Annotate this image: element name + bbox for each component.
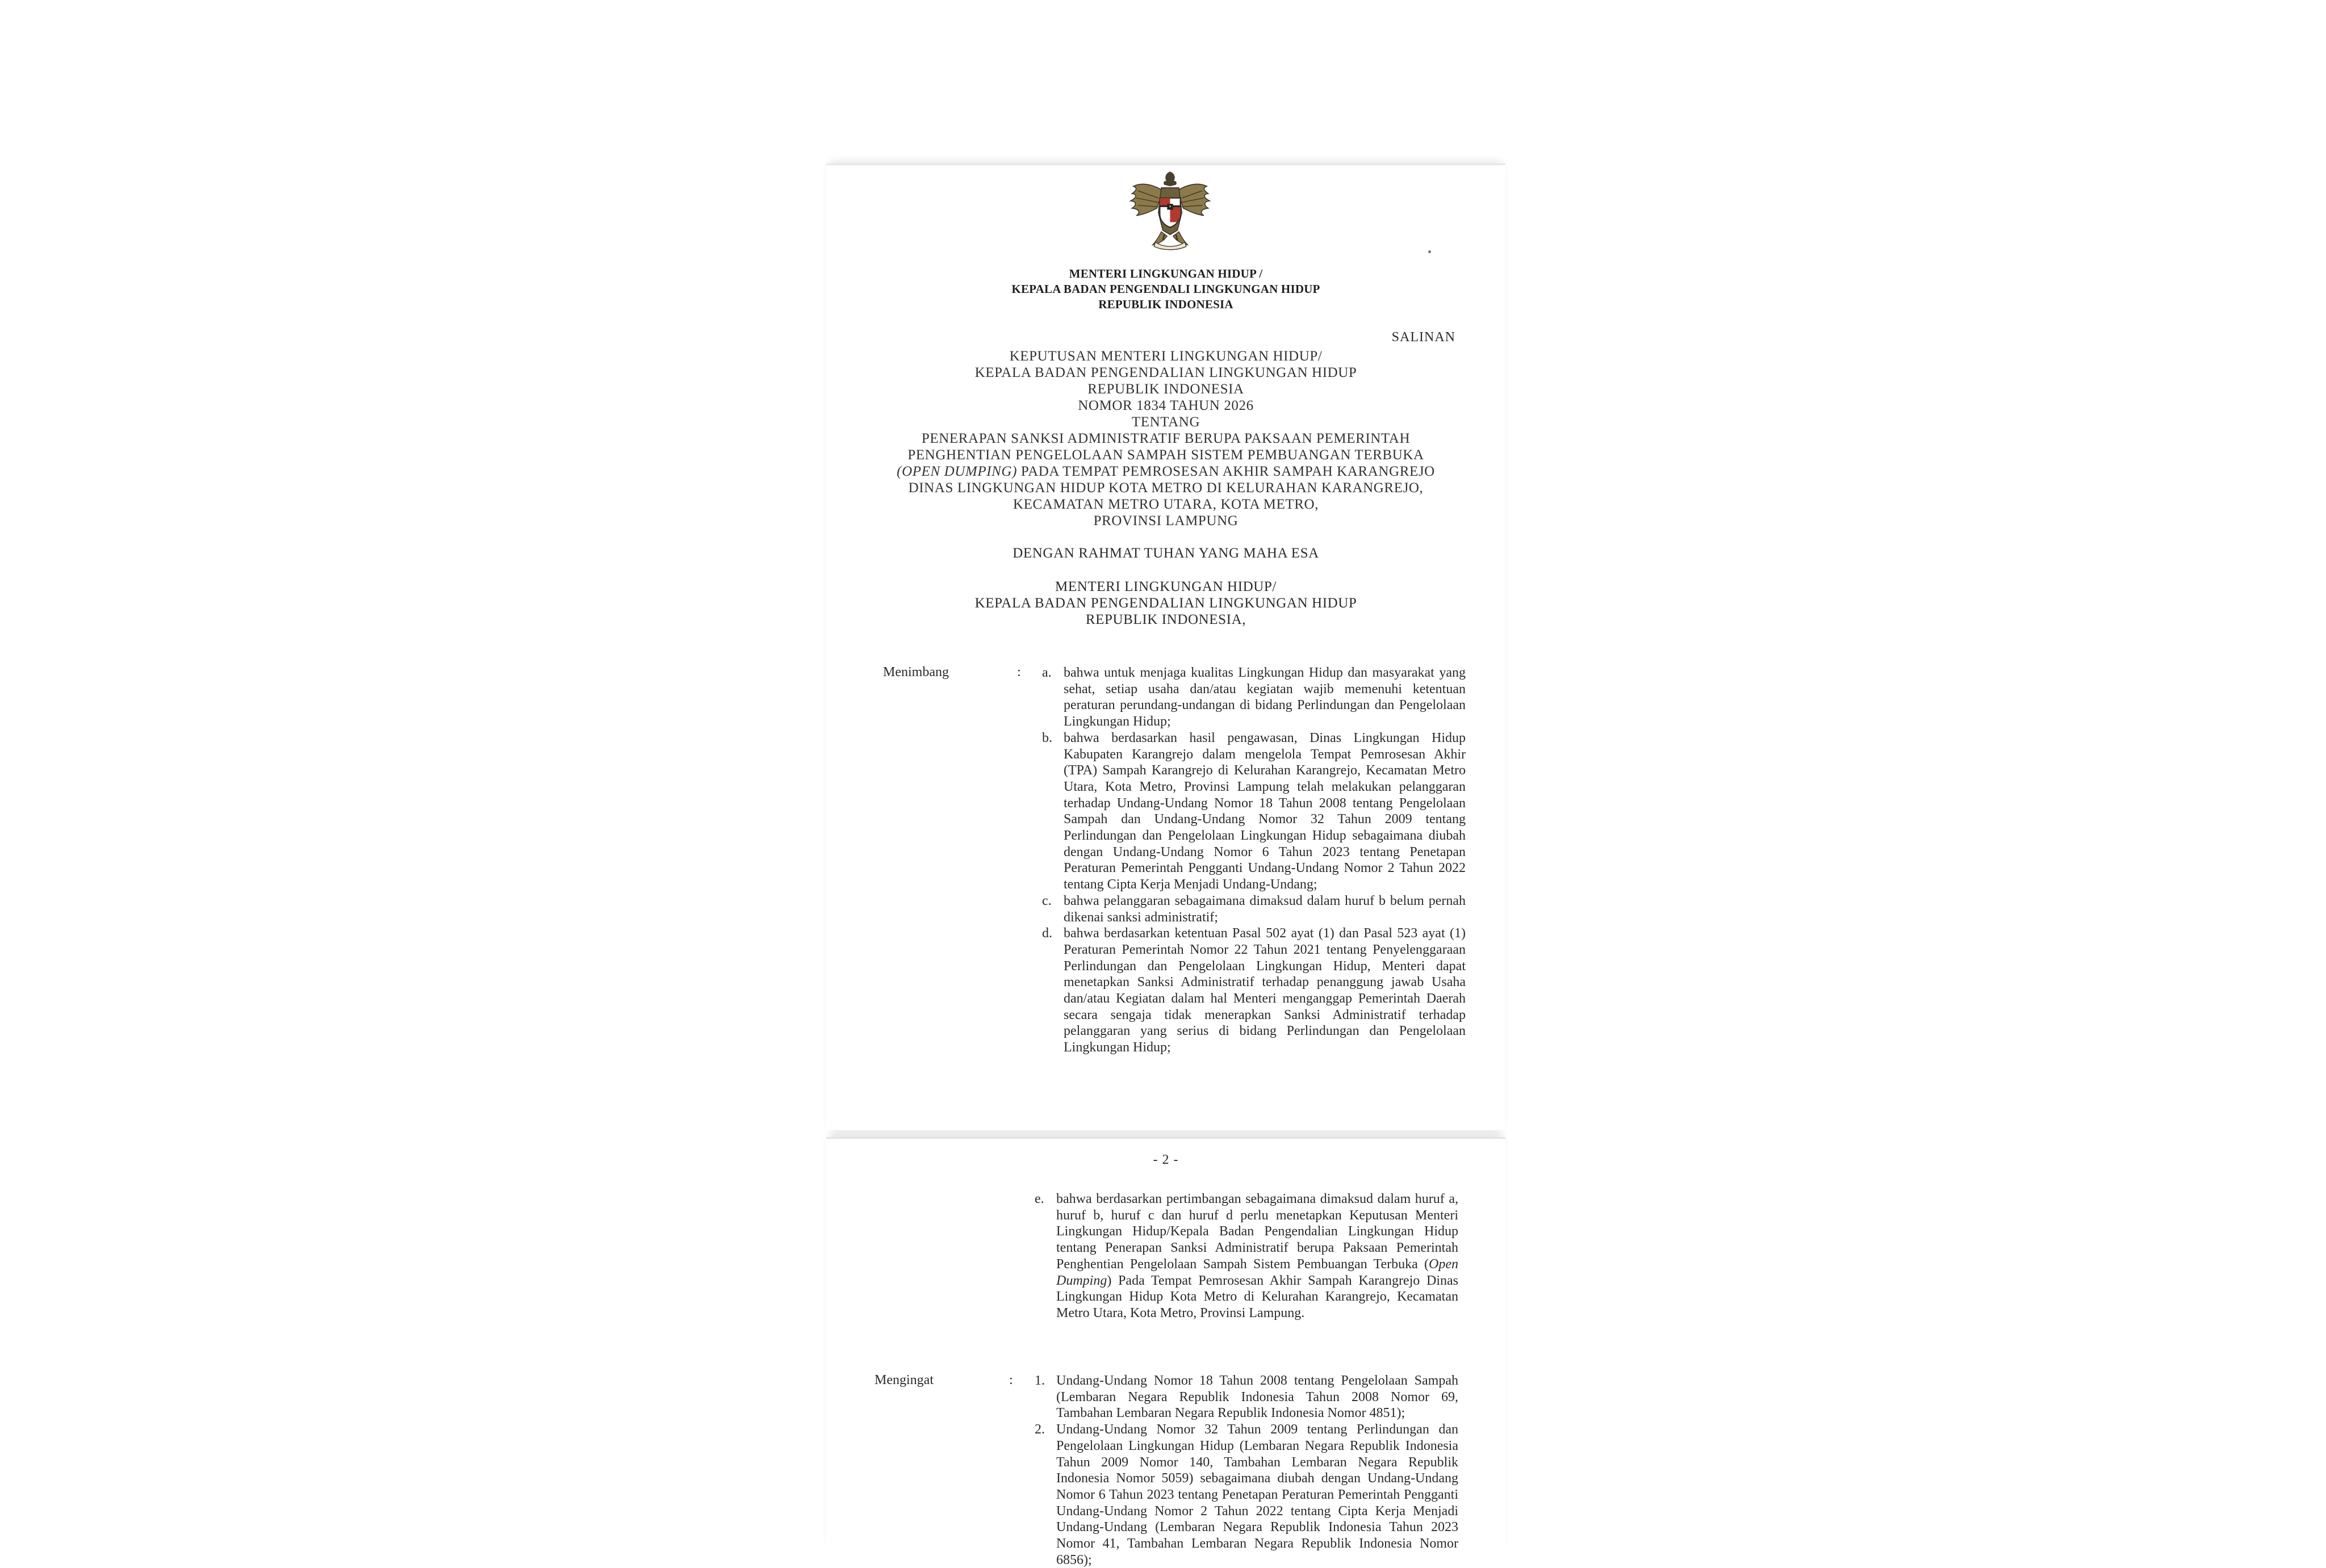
mengingat-colon: : [1009,1373,1013,1387]
title-line: PENERAPAN SANKSI ADMINISTRATIF BERUPA PAKSAAN PEMERINTAH [921,431,1411,446]
mengingat-item [1035,1422,1458,1568]
salinan-label: SALINAN [1391,330,1455,345]
item-marker: a. [1042,665,1052,680]
title-line: KECAMATAN METRO UTARA, KOTA METRO, [1013,497,1319,512]
item-marker: 2. [1035,1422,1045,1437]
item-marker: b. [1042,730,1052,745]
header-line: REPUBLIK INDONESIA [1098,297,1233,311]
mengingat-list [1035,1373,1458,1568]
ministry-header [826,266,1505,312]
item-text: Undang-Undang Nomor 32 Tahun 2009 tentang Perlindungan dan Pengelolaan Lingkungan Hidup (Lembaran Negara Republik Indonesia Tahun 2009 Nomor 140, Tambahan Lembaran Negara Republik Indonesia Nomor 5059) sebagaimana diubah dengan Undang-Undang Nomor 6 Tahun 2023 tentang Penetapan Peraturan Pemerintah Pengganti Undang-Undang Nomor 2 Tahun 2022 tentang Cipta Kerja Menjadi Undang-Undang (Lembaran Negara Republik Indonesia Tahun 2023 Nomor 41, Tambahan Lembaran Negara Republik Indonesia Nomor 6856); [1056,1422,1458,1567]
item-text: bahwa berdasarkan pertimbangan sebagaimana dimaksud dalam huruf a, huruf b, huruf c dan huruf d perlu menetapkan Keputusan Menteri Lingkungan Hidup/Kepala Badan Pengendalian Lingkungan Hidup tentang Penerapan Sanksi Administratif berupa Paksaan Pemerintah Penghentian Pengelolaan Sampah Sistem Pembuangan Terbuka ( [1056,1192,1458,1272]
menimbang-item [1042,665,1466,730]
mengingat-label: Mengingat [875,1373,934,1387]
minister-line: MENTERI LINGKUNGAN HIDUP/ [1055,579,1277,594]
decree-title [826,348,1505,529]
menimbang-list-continued [1035,1191,1458,1322]
title-line: KEPALA BADAN PENGENDALIAN LINGKUNGAN HIDUP [974,365,1357,380]
mengingat-item [1035,1373,1458,1422]
item-text: ) Pada Tempat Pemrosesan Akhir Sampah Karangrejo Dinas Lingkungan Hidup Kota Metro di Kelurahan Karangrejo, Kecamatan Metro Utara, Kota Metro, Provinsi Lampung. [1056,1273,1458,1320]
item-text: bahwa untuk menjaga kualitas Lingkungan Hidup dan masyarakat yang sehat, setiap usaha dan/atau kegiatan wajib memenuhi ketentuan peraturan perundang-undangan di bidang Perlindungan dan Pengelolaan Lingkungan Hidup; [1064,665,1466,730]
menimbang-item [1042,893,1466,925]
title-line-rest: PADA TEMPAT PEMROSESAN AKHIR SAMPAH KARANGREJO [1017,464,1435,479]
item-text: Undang-Undang Nomor 18 Tahun 2008 tentang Pengelolaan Sampah (Lembaran Negara Republik Indonesia Tahun 2008 Nomor 69, Tambahan Lembaran Negara Republik Indonesia Nomor 4851); [1056,1373,1458,1421]
header-line: MENTERI LINGKUNGAN HIDUP / [1069,267,1263,280]
title-line [826,463,1505,480]
item-italic-term: Open Dumping [1056,1256,1458,1288]
item-marker: e. [1035,1192,1044,1206]
title-line: KEPUTUSAN MENTERI LINGKUNGAN HIDUP/ [1009,349,1323,364]
title-line: TENTANG [1131,414,1200,430]
page-number: - 2 - [1153,1152,1179,1167]
title-line: DINAS LINGKUNGAN HIDUP KOTA METRO DI KELURAHAN KARANGREJO, [908,480,1424,496]
menimbang-label: Menimbang [883,665,949,680]
decree-number: NOMOR 1834 TAHUN 2026 [1078,398,1254,413]
minister-line: REPUBLIK INDONESIA, [1085,612,1246,627]
menimbang-item [1042,925,1466,1056]
garuda-emblem-icon [1126,169,1214,254]
item-marker: c. [1042,893,1052,908]
scan-speck [1428,250,1431,253]
title-italic-term: (OPEN DUMPING) [897,464,1018,479]
minister-block [826,578,1505,628]
document-page-2 [826,1137,1505,1567]
menimbang-item [1042,730,1466,893]
minister-line: KEPALA BADAN PENGENDALIAN LINGKUNGAN HIDUP [974,596,1357,611]
item-text: bahwa pelanggaran sebagaimana dimaksud dalam huruf b belum pernah dikenai sanksi administratif; [1064,893,1466,925]
item-marker: d. [1042,926,1052,941]
document-page-1 [826,163,1505,1130]
menimbang-item [1035,1191,1458,1322]
title-line: PENGHENTIAN PENGELOLAAN SAMPAH SISTEM PEMBUANGAN TERBUKA [907,447,1424,463]
item-text: bahwa berdasarkan hasil pengawasan, Dinas Lingkungan Hidup Kabupaten Karangrejo dalam mengelola Tempat Pemrosesan Akhir (TPA) Sampah Karangrejo di Kelurahan Karangrejo, Kecamatan Metro Utara, Kota Metro, Provinsi Lampung telah melakukan pelanggaran terhadap Undang-Undang Nomor 18 Tahun 2008 tentang Pengelolaan Sampah dan Undang-Undang Nomor 32 Tahun 2009 tentang Perlindungan dan Pengelolaan Lingkungan Hidup sebagaimana diubah dengan Undang-Undang Nomor 6 Tahun 2023 tentang Penetapan Peraturan Pemerintah Pengganti Undang-Undang Nomor 2 Tahun 2022 tentang Cipta Kerja Menjadi Undang-Undang; [1064,730,1466,892]
menimbang-colon: : [1017,665,1021,680]
invocation: DENGAN RAHMAT TUHAN YANG MAHA ESA [1013,546,1319,561]
title-line: REPUBLIK INDONESIA [1087,381,1244,397]
item-marker: 1. [1035,1373,1045,1388]
title-line: PROVINSI LAMPUNG [1093,513,1239,529]
menimbang-list [1042,665,1466,1056]
item-text: bahwa berdasarkan ketentuan Pasal 502 ayat (1) dan Pasal 523 ayat (1) Peraturan Pemerintah Nomor 22 Tahun 2021 tentang Penyelenggaraan Perlindungan dan Pengelolaan Lingkungan Hidup, Menteri dapat menetapkan Sanksi Administratif terhadap penanggung jawab Usaha dan/atau Kegiatan dalam hal Menteri menganggap Pemerintah Daerah secara sengaja tidak menerapkan Sanksi Administratif terhadap pelanggaran yang serius di bidang Perlindungan dan Pengelolaan Lingkungan Hidup; [1064,926,1466,1055]
header-line: KEPALA BADAN PENGENDALI LINGKUNGAN HIDUP [1011,282,1320,296]
